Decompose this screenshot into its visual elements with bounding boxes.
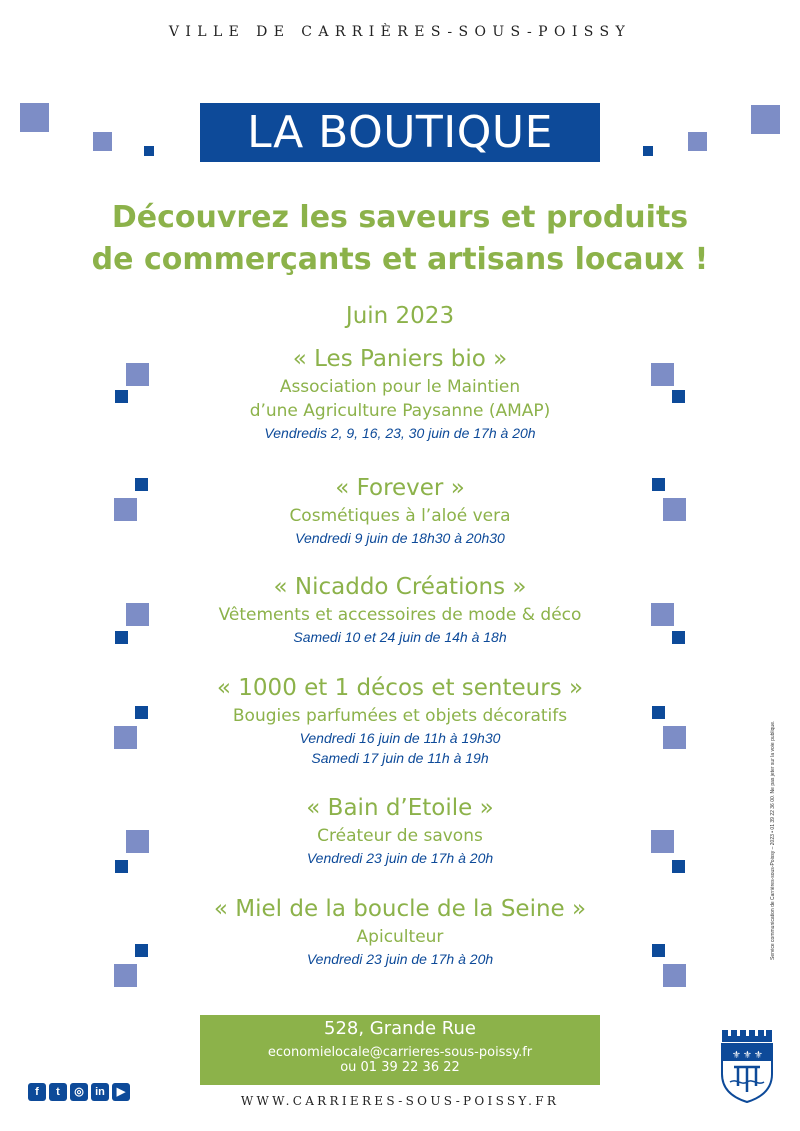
decor-square	[115, 860, 128, 873]
event-description: Bougies parfumées et objets décoratifs	[232, 706, 568, 726]
decor-square	[135, 706, 148, 719]
instagram-icon[interactable]: ◎	[70, 1083, 88, 1101]
event-description: Créateur de savons	[317, 826, 483, 846]
decor-square	[115, 631, 128, 644]
decor-square	[115, 390, 128, 403]
decor-square	[643, 146, 653, 156]
event-description: Association pour le Maintien	[279, 377, 521, 397]
decor-square	[651, 830, 674, 853]
address: 528, Grande Rue	[324, 1018, 476, 1039]
event-name: « Nicaddo Créations »	[273, 574, 527, 600]
decor-square	[672, 390, 685, 403]
event-date: Vendredi 16 juin de 11h à 19h30	[299, 730, 501, 746]
decor-square	[144, 146, 154, 156]
decor-square	[93, 132, 112, 151]
email-link[interactable]: economielocale@carrieres-sous-poissy.fr	[267, 1045, 533, 1060]
decor-square	[663, 498, 686, 521]
event-name: « Bain d’Etoile »	[306, 795, 494, 821]
decor-square	[688, 132, 707, 151]
event-date: Samedi 10 et 24 juin de 14h à 18h	[293, 629, 507, 645]
decor-square	[651, 363, 674, 386]
decor-square	[652, 944, 665, 957]
event-description: Cosmétiques à l’aloé vera	[289, 506, 511, 526]
decor-square	[663, 964, 686, 987]
svg-text:⚜: ⚜	[754, 1050, 763, 1061]
decor-square	[672, 631, 685, 644]
page-title: LA BOUTIQUE	[200, 103, 600, 162]
event-date: Vendredi 23 juin de 17h à 20h	[306, 850, 494, 866]
youtube-icon[interactable]: ▶	[112, 1083, 130, 1101]
headline-line-2: de commerçants et artisans locaux !	[91, 242, 709, 277]
decor-square	[20, 103, 49, 132]
decor-square	[663, 726, 686, 749]
event-description: Vêtements et accessoires de mode & déco	[218, 605, 582, 625]
website-link[interactable]: WWW.CARRIERES-SOUS-POISSY.FR	[240, 1094, 560, 1108]
event-date: Vendredi 23 juin de 17h à 20h	[306, 951, 494, 967]
decor-square	[751, 105, 780, 134]
event-name: « 1000 et 1 décos et senteurs »	[216, 675, 584, 701]
event-name: « Forever »	[335, 475, 465, 501]
legal-note: Service communication de Carrières-sous-Poissy – 2023 • 01 39 22 36 00. Ne pas jeter sur la voie publique.	[770, 720, 776, 960]
event-date: Vendredi 9 juin de 18h30 à 20h30	[295, 530, 505, 546]
decor-square	[135, 478, 148, 491]
headline	[0, 197, 800, 281]
decor-square	[126, 603, 149, 626]
month: Juin 2023	[345, 303, 455, 329]
event-4	[0, 672, 800, 768]
facebook-icon[interactable]: f	[28, 1083, 46, 1101]
event-description: d’une Agriculture Paysanne (AMAP)	[249, 401, 551, 421]
city-crest-icon	[718, 1022, 776, 1104]
twitter-icon[interactable]: t	[49, 1083, 67, 1101]
decor-square	[126, 363, 149, 386]
event-date: Samedi 17 juin de 11h à 19h	[311, 750, 489, 766]
decor-square	[651, 603, 674, 626]
decor-square	[135, 944, 148, 957]
decor-square	[652, 478, 665, 491]
contact-box	[200, 1015, 600, 1085]
svg-text:⚜: ⚜	[743, 1050, 752, 1061]
event-name: « Les Paniers bio »	[292, 346, 508, 372]
decor-square	[114, 964, 137, 987]
decor-square	[652, 706, 665, 719]
decor-square	[672, 860, 685, 873]
svg-text:⚜: ⚜	[732, 1050, 741, 1061]
event-5	[0, 792, 800, 868]
decor-square	[126, 830, 149, 853]
event-date: Vendredis 2, 9, 16, 23, 30 juin de 17h à 20h	[264, 425, 536, 441]
event-6	[0, 893, 800, 969]
event-description: Apiculteur	[356, 927, 444, 947]
decor-square	[114, 726, 137, 749]
linkedin-icon[interactable]: in	[91, 1083, 109, 1101]
phone-number: ou 01 39 22 36 22	[340, 1060, 460, 1075]
city-header: VILLE DE CARRIÈRES-SOUS-POISSY	[168, 24, 632, 40]
decor-square	[114, 498, 137, 521]
headline-line-1: Découvrez les saveurs et produits	[111, 200, 689, 235]
event-name: « Miel de la boucle de la Seine »	[213, 896, 587, 922]
